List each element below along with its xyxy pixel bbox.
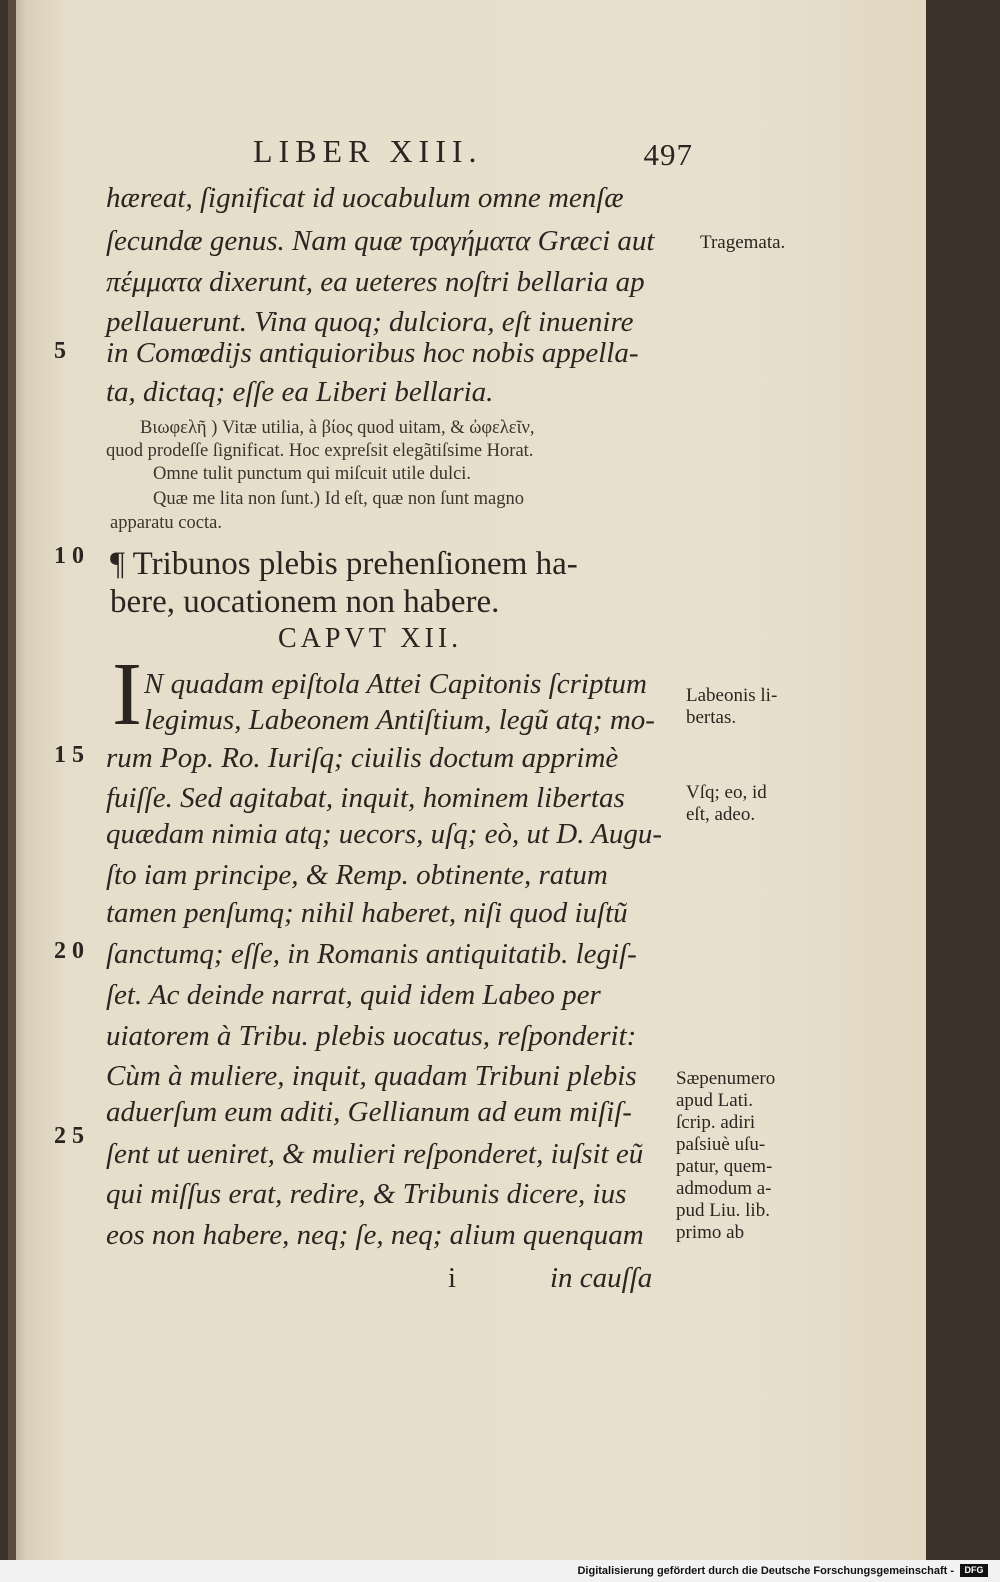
text-line: pellauerunt. Vina quoq; dulciora, eſt inuenire	[106, 306, 634, 338]
note-line: apparatu cocta.	[110, 513, 222, 533]
note-line: quod prodeſſe ſignificat. Hoc expreſsit elegãtiſsime Horat.	[106, 441, 534, 461]
note-line: Quæ me lita non ſunt.) Id eſt, quæ non ſunt magno	[153, 489, 524, 509]
text-line: πέμματα dixerunt, ea ueteres noſtri bellaria ap	[106, 266, 645, 298]
text-line: ſanctumq; eſſe, in Romanis antiquitatib. legiſ-	[106, 938, 637, 970]
text-line: N quadam epiſtola Attei Capitonis ſcriptum	[144, 668, 647, 700]
line-number: 15	[54, 742, 90, 768]
marginal-line: Sæpenumero	[676, 1068, 776, 1089]
marginal-note	[686, 685, 777, 729]
running-header	[253, 133, 693, 173]
text-line: fuiſſe. Sed agitabat, inquit, hominem libertas	[106, 782, 625, 814]
text-line: Cùm à muliere, inquit, quadam Tribuni plebis	[106, 1060, 637, 1092]
line-number: 20	[54, 938, 90, 964]
line-number: 10	[54, 543, 90, 569]
book-page	[8, 0, 926, 1560]
marginal-line: Labeonis li-	[686, 685, 778, 706]
marginal-line: primo ab	[676, 1222, 745, 1243]
folio-number: 497	[643, 137, 693, 172]
text-line: uiatorem à Tribu. plebis uocatus, reſponderit:	[106, 1020, 637, 1052]
text-line: ta, dictaq; eſſe ea Liberi bellaria.	[106, 376, 494, 408]
text-line: ſet. Ac deinde narrat, quid idem Labeo per	[106, 979, 601, 1011]
line-number: 25	[54, 1123, 90, 1149]
text-line: legimus, Labeonem Antiſtium, legũ atq; mo-	[144, 704, 655, 736]
marginal-line: patur, quem-	[676, 1156, 773, 1177]
signature-mark: i	[448, 1262, 457, 1294]
marginal-line: ſcrip. adiri	[676, 1112, 756, 1133]
marginal-line: paſsiuè uſu-	[676, 1134, 766, 1155]
marginal-line: Tragemata.	[700, 232, 786, 253]
note-line: Βιωφελῆ ) Vitæ utilia, à βίος quod uitam, & ὠφελεῖν,	[140, 418, 535, 438]
text-line: eos non habere, neq; ſe, neq; alium quenquam	[106, 1219, 644, 1251]
text-line: quædam nimia atq; uecors, uſq; eò, ut D. Augu-	[106, 818, 663, 850]
marginal-line: bertas.	[686, 707, 737, 728]
dfg-logo: DFG	[960, 1564, 988, 1577]
marginal-note	[676, 1068, 775, 1244]
text-line: hæreat, ſignificat id uocabulum omne menſæ	[106, 182, 624, 214]
running-title: LIBER XIII.	[253, 133, 483, 169]
chapter-heading-line: bere, uocationem non habere.	[110, 584, 500, 620]
text-line: in Comœdijs antiquioribus hoc nobis appella-	[106, 337, 639, 369]
drop-cap: I	[112, 645, 142, 744]
text-line: ſent ut ueniret, & mulieri reſponderet, iuſsit eũ	[106, 1138, 644, 1170]
text-line: aduerſum eum aditi, Gellianum ad eum miſiſ-	[106, 1096, 632, 1128]
text-line: ſecundæ genus. Nam quæ τραγήματα Græci aut	[106, 225, 655, 257]
line-number: 5	[54, 338, 72, 364]
marginal-line: apud Lati.	[676, 1090, 754, 1111]
footer-credit: Digitalisierung gefördert durch die Deutsche Forschungsgemeinschaft -	[577, 1565, 954, 1577]
binding-edge	[8, 0, 16, 1560]
text-line: qui miſſus erat, redire, & Tribunis dicere, ius	[106, 1178, 627, 1210]
marginal-line: eſt, adeo.	[686, 804, 756, 825]
marginal-line: Vſq; eo, id	[686, 782, 767, 803]
chapter-heading-line: ¶ Tribunos plebis prehenſionem ha-	[110, 546, 578, 582]
text-line: ſto iam principe, & Remp. obtinente, ratum	[106, 859, 608, 891]
catchword: in cauſſa	[550, 1262, 653, 1294]
marginal-note	[686, 782, 767, 826]
marginal-line: admodum a-	[676, 1178, 772, 1199]
chapter-number: CAPVT XII.	[278, 623, 463, 654]
marginal-note	[700, 232, 785, 254]
marginal-line: pud Liu. lib.	[676, 1200, 770, 1221]
note-line: Omne tulit punctum qui miſcuit utile dulci.	[153, 464, 472, 484]
text-line: rum Pop. Ro. Iuriſq; ciuilis doctum apprimè	[106, 742, 619, 774]
text-line: tamen penſumq; nihil haberet, niſi quod iuſtũ	[106, 897, 628, 929]
footer-bar	[0, 1560, 1000, 1582]
